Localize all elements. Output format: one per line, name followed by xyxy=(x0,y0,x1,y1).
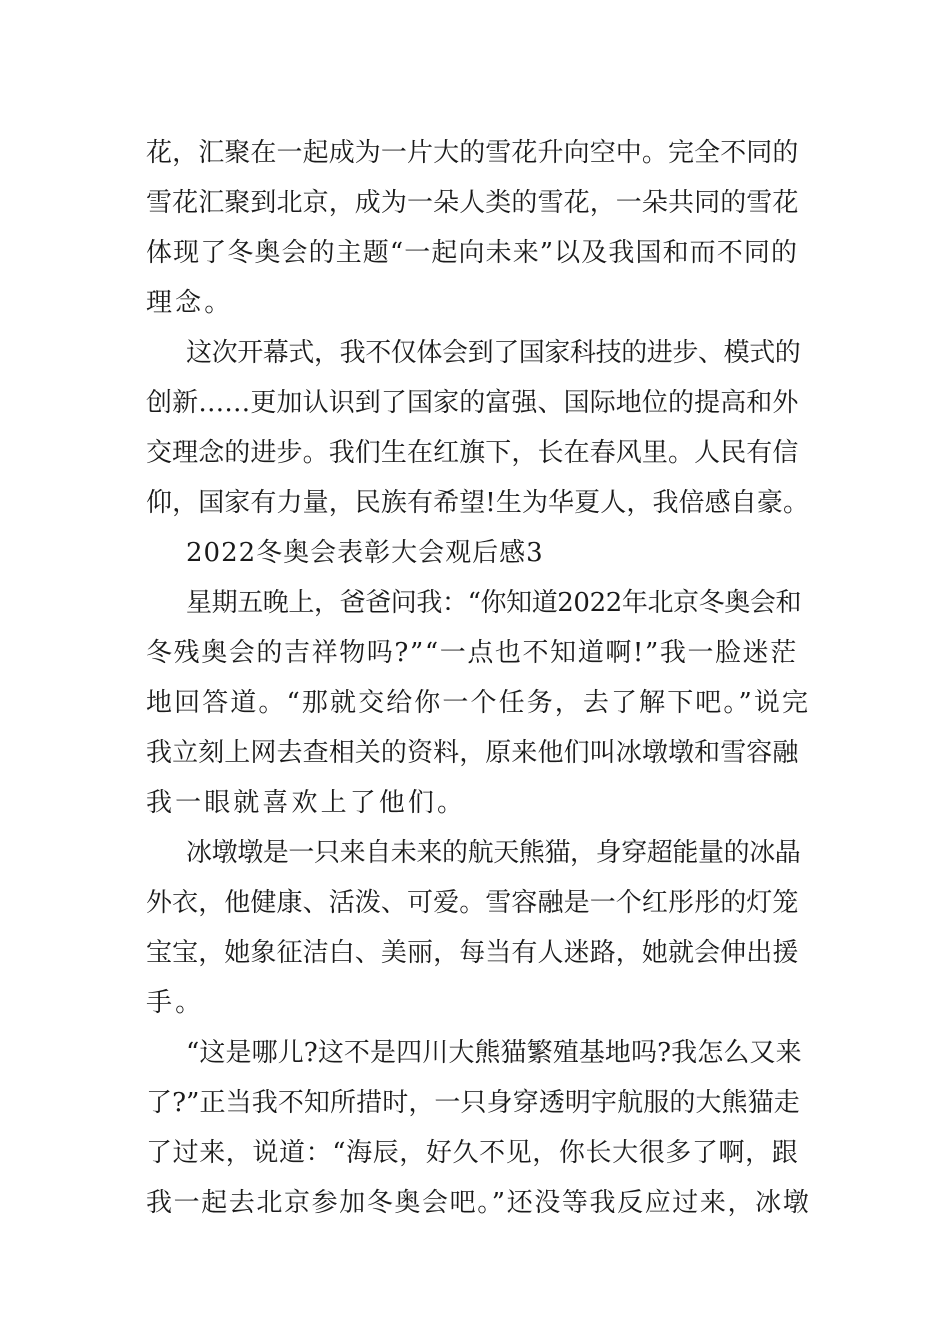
paragraph-5-line-2: 了?”正当我不知所措时，一只身穿透明宇航服的大熊猫走 xyxy=(146,1088,800,1118)
paragraph-3-line-3: 地回答道。“那就交给你一个任务，去了解下吧。”说完 xyxy=(146,688,811,718)
paragraph-1-line-4: 理念。 xyxy=(146,288,234,318)
paragraph-2-line-4: 仰，国家有力量，民族有希望!生为华夏人，我倍感自豪。 xyxy=(146,488,810,518)
paragraph-2-line-3: 交理念的进步。我们生在红旗下，长在春风里。人民有信 xyxy=(146,438,799,468)
paragraph-1-line-1: 花，汇聚在一起成为一片大的雪花升向空中。完全不同的 xyxy=(146,138,799,168)
paragraph-4-line-1: 冰墩墩是一只来自未来的航天熊猫，身穿超能量的冰晶 xyxy=(186,838,801,868)
paragraph-2-line-1: 这次开幕式，我不仅体会到了国家科技的进步、模式的 xyxy=(186,338,801,368)
paragraph-3-line-5: 我一眼就喜欢上了他们。 xyxy=(146,788,467,818)
paragraph-4-line-4: 手。 xyxy=(146,988,205,1018)
paragraph-5-line-1: “这是哪儿?这不是四川大熊猫繁殖基地吗?我怎么又来 xyxy=(186,1038,802,1068)
paragraph-3-line-2: 冬残奥会的吉祥物吗?”“一点也不知道啊!”我一脸迷茫 xyxy=(146,638,798,668)
paragraph-2-line-2: 创新……更加认识到了国家的富强、国际地位的提高和外 xyxy=(146,388,799,418)
paragraph-4-line-3: 宝宝，她象征洁白、美丽，每当有人迷路，她就会伸出援 xyxy=(146,938,799,968)
paragraph-3-line-4: 我立刻上网去查相关的资料，原来他们叫冰墩墩和雪容融 xyxy=(146,738,799,768)
section-heading: 2022冬奥会表彰大会观后感3 xyxy=(186,538,544,568)
paragraph-4-line-2: 外衣，他健康、活泼、可爱。雪容融是一个红彤彤的灯笼 xyxy=(146,888,799,918)
paragraph-5-line-3: 了过来，说道：“海辰，好久不见，你长大很多了啊，跟 xyxy=(146,1138,799,1168)
paragraph-1-line-3: 体现了冬奥会的主题“一起向未来”以及我国和而不同的 xyxy=(146,238,799,268)
paragraph-5-line-4: 我一起去北京参加冬奥会吧。”还没等我反应过来，冰墩 xyxy=(146,1188,811,1218)
paragraph-1-line-2: 雪花汇聚到北京，成为一朵人类的雪花，一朵共同的雪花 xyxy=(146,188,799,218)
paragraph-3-line-1: 星期五晚上，爸爸问我：“你知道2022年北京冬奥会和 xyxy=(186,588,802,618)
